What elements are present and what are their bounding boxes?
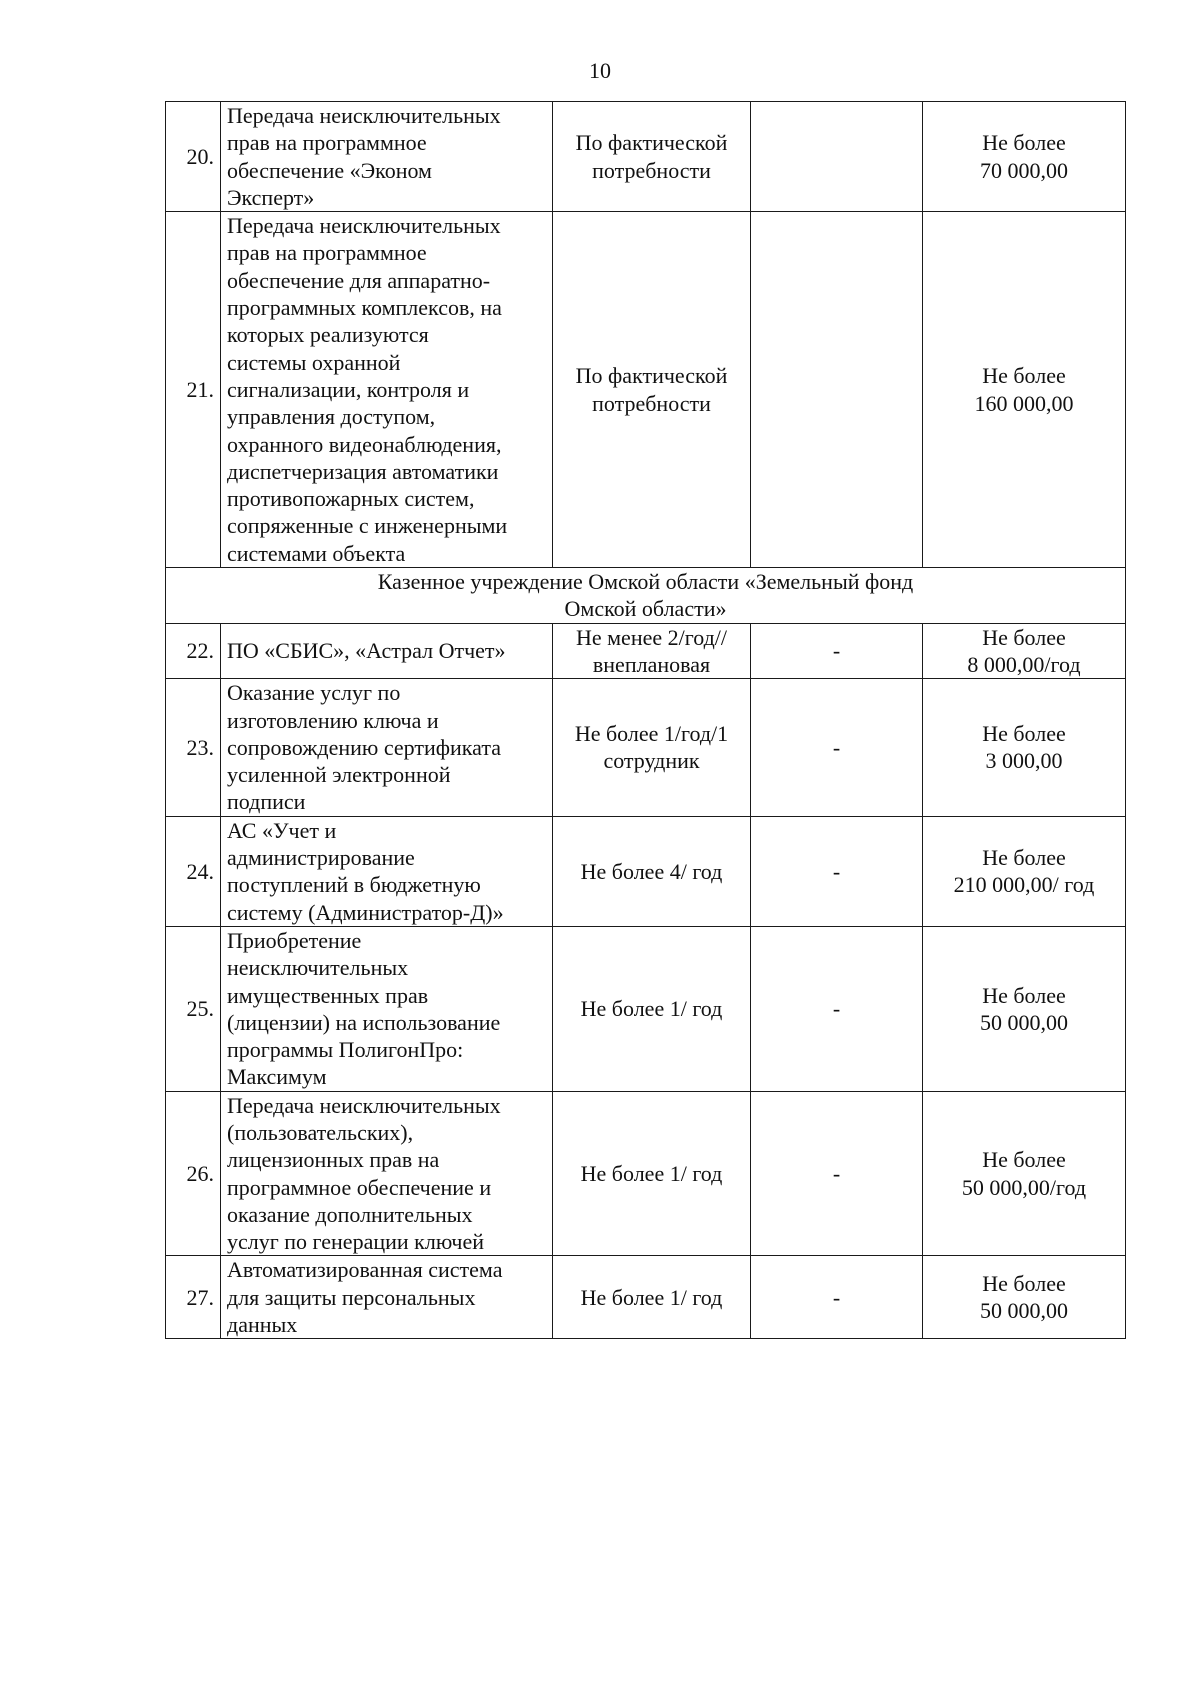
item-price-line: Не более	[982, 721, 1066, 747]
table-row	[166, 102, 1126, 212]
item-quantity	[553, 102, 751, 212]
item-quantity	[553, 623, 751, 679]
table-row	[166, 679, 1126, 816]
item-name-line: прав на программное	[227, 240, 427, 266]
item-name	[221, 1091, 553, 1256]
item-name-line: прав на программное	[227, 130, 427, 156]
item-quantity-line: Не более 4/ год	[580, 858, 723, 884]
item-name-line: сопряженные с инженерными	[227, 513, 508, 539]
item-quantity	[553, 1256, 751, 1339]
item-price-line: Не более	[982, 1271, 1066, 1297]
item-price-line: 3 000,00	[985, 748, 1063, 774]
item-name-line: программных комплексов, на	[227, 295, 502, 321]
item-quantity-line: Не более 1/год/1	[574, 721, 729, 747]
item-name-line: Максимум	[227, 1064, 327, 1090]
item-name-line: системы охранной	[227, 349, 401, 375]
item-price-line: 50 000,00/год	[961, 1174, 1087, 1200]
item-extra: -	[751, 679, 923, 816]
item-quantity	[553, 1091, 751, 1256]
item-name	[221, 102, 553, 212]
item-name-line: Оказание услуг по	[227, 680, 401, 706]
section-title-line: Казенное учреждение Омской области «Земельный фонд	[377, 569, 914, 595]
item-name-line: (пользовательских),	[227, 1119, 414, 1145]
item-name-line: Передача неисключительных	[227, 1092, 501, 1118]
item-quantity-line: потребности	[592, 390, 711, 416]
requirements-table	[165, 101, 1126, 1339]
item-name-line: ПО «СБИС», «Астрал Отчет»	[227, 638, 506, 664]
item-name	[221, 679, 553, 816]
item-name-line: сопровождению сертификата	[227, 734, 501, 760]
item-price-line: 50 000,00	[980, 1009, 1068, 1035]
item-price	[923, 816, 1126, 926]
row-number: 25.	[166, 926, 221, 1091]
section-header-row	[166, 568, 1126, 624]
item-extra	[751, 212, 923, 568]
table-row	[166, 212, 1126, 568]
table-row	[166, 926, 1126, 1091]
item-quantity	[553, 816, 751, 926]
item-quantity-line: внеплановая	[592, 651, 711, 677]
item-name-line: администрирование	[227, 845, 415, 871]
item-quantity-line: потребности	[592, 157, 711, 183]
section-title-line: Омской области»	[564, 596, 727, 622]
item-name-line: программное обеспечение и	[227, 1174, 492, 1200]
item-name-line: противопожарных систем,	[227, 486, 475, 512]
item-name	[221, 816, 553, 926]
item-quantity-line: сотрудник	[603, 748, 700, 774]
item-name-line: систему (Администратор-Д)»	[227, 899, 504, 925]
item-name-line: подписи	[227, 789, 306, 815]
item-name-line: имущественных прав	[227, 982, 429, 1008]
table-row	[166, 1091, 1126, 1256]
item-name-line: охранного видеонаблюдения,	[227, 431, 502, 457]
item-quantity-line: По фактической	[575, 130, 728, 156]
item-price-line: 70 000,00	[980, 157, 1068, 183]
item-extra: -	[751, 623, 923, 679]
item-quantity-line: Не более 1/ год	[580, 996, 723, 1022]
row-number: 22.	[166, 623, 221, 679]
item-name-line: Приобретение	[227, 927, 362, 953]
table-row	[166, 1256, 1126, 1339]
item-name	[221, 212, 553, 568]
item-extra: -	[751, 1256, 923, 1339]
item-price	[923, 102, 1126, 212]
item-extra: -	[751, 1091, 923, 1256]
row-number: 26.	[166, 1091, 221, 1256]
row-number: 27.	[166, 1256, 221, 1339]
item-price	[923, 1091, 1126, 1256]
table-row	[166, 623, 1126, 679]
item-price	[923, 926, 1126, 1091]
item-name-line: усиленной электронной	[227, 762, 451, 788]
item-price-line: 50 000,00	[980, 1298, 1068, 1324]
item-price	[923, 623, 1126, 679]
item-quantity-line: По фактической	[575, 363, 728, 389]
item-price	[923, 679, 1126, 816]
table-body-after-section	[166, 623, 1126, 1339]
item-name-line: оказание дополнительных	[227, 1201, 473, 1227]
section-title	[166, 568, 1126, 624]
item-name-line: Передача неисключительных	[227, 103, 501, 128]
item-price-line: 210 000,00/ год	[953, 872, 1095, 898]
item-name-line: АС «Учет и	[227, 817, 337, 843]
item-name-line: Автоматизированная система	[227, 1257, 503, 1283]
row-number: 20.	[166, 102, 221, 212]
item-name	[221, 926, 553, 1091]
item-name-line: системами объекта	[227, 540, 406, 566]
item-price-line: Не более	[982, 130, 1066, 156]
item-name-line: сигнализации, контроля и	[227, 376, 470, 402]
item-extra: -	[751, 926, 923, 1091]
item-name-line: изготовлению ключа и	[227, 707, 439, 733]
item-extra	[751, 102, 923, 212]
item-name-line: услуг по генерации ключей	[227, 1229, 485, 1255]
page-number: 10	[589, 58, 611, 83]
item-name-line: обеспечение для аппаратно-	[227, 267, 491, 293]
item-price-line: 160 000,00	[974, 390, 1074, 416]
item-quantity	[553, 926, 751, 1091]
row-number: 24.	[166, 816, 221, 926]
item-name	[221, 1256, 553, 1339]
item-name-line: данных	[227, 1312, 298, 1338]
item-price	[923, 1256, 1126, 1339]
item-price-line: Не более	[982, 363, 1066, 389]
item-name-line: (лицензии) на использование	[227, 1009, 501, 1035]
item-name-line: программы ПолигонПро:	[227, 1037, 464, 1063]
item-name-line: диспетчеризация автоматики	[227, 458, 499, 484]
item-quantity	[553, 679, 751, 816]
table-body-before-section	[166, 102, 1126, 568]
item-name-line: неисключительных	[227, 955, 409, 981]
item-quantity-line: Не менее 2/год//	[575, 624, 727, 650]
item-name-line: для защиты персональных	[227, 1284, 476, 1310]
table-row	[166, 816, 1126, 926]
item-price-line: Не более	[982, 982, 1066, 1008]
item-name-line: поступлений в бюджетную	[227, 872, 481, 898]
item-quantity-line: Не более 1/ год	[580, 1160, 723, 1186]
item-name-line: которых реализуются	[227, 322, 429, 348]
section-header-body	[166, 568, 1126, 624]
item-name-line: Передача неисключительных	[227, 213, 501, 239]
row-number: 23.	[166, 679, 221, 816]
item-price-line: Не более	[982, 624, 1066, 650]
item-name-line: управления доступом,	[227, 404, 436, 430]
item-price	[923, 212, 1126, 568]
item-quantity	[553, 212, 751, 568]
item-name-line: Эксперт»	[227, 184, 315, 210]
item-price-line: Не более	[982, 1147, 1066, 1173]
item-price-line: Не более	[982, 845, 1066, 871]
item-name-line: обеспечение «Эконом	[227, 157, 432, 183]
item-quantity-line: Не более 1/ год	[580, 1284, 723, 1310]
item-extra: -	[751, 816, 923, 926]
item-price-line: 8 000,00/год	[967, 651, 1081, 677]
item-name	[221, 623, 553, 679]
row-number: 21.	[166, 212, 221, 568]
item-name-line: лицензионных прав на	[227, 1147, 440, 1173]
